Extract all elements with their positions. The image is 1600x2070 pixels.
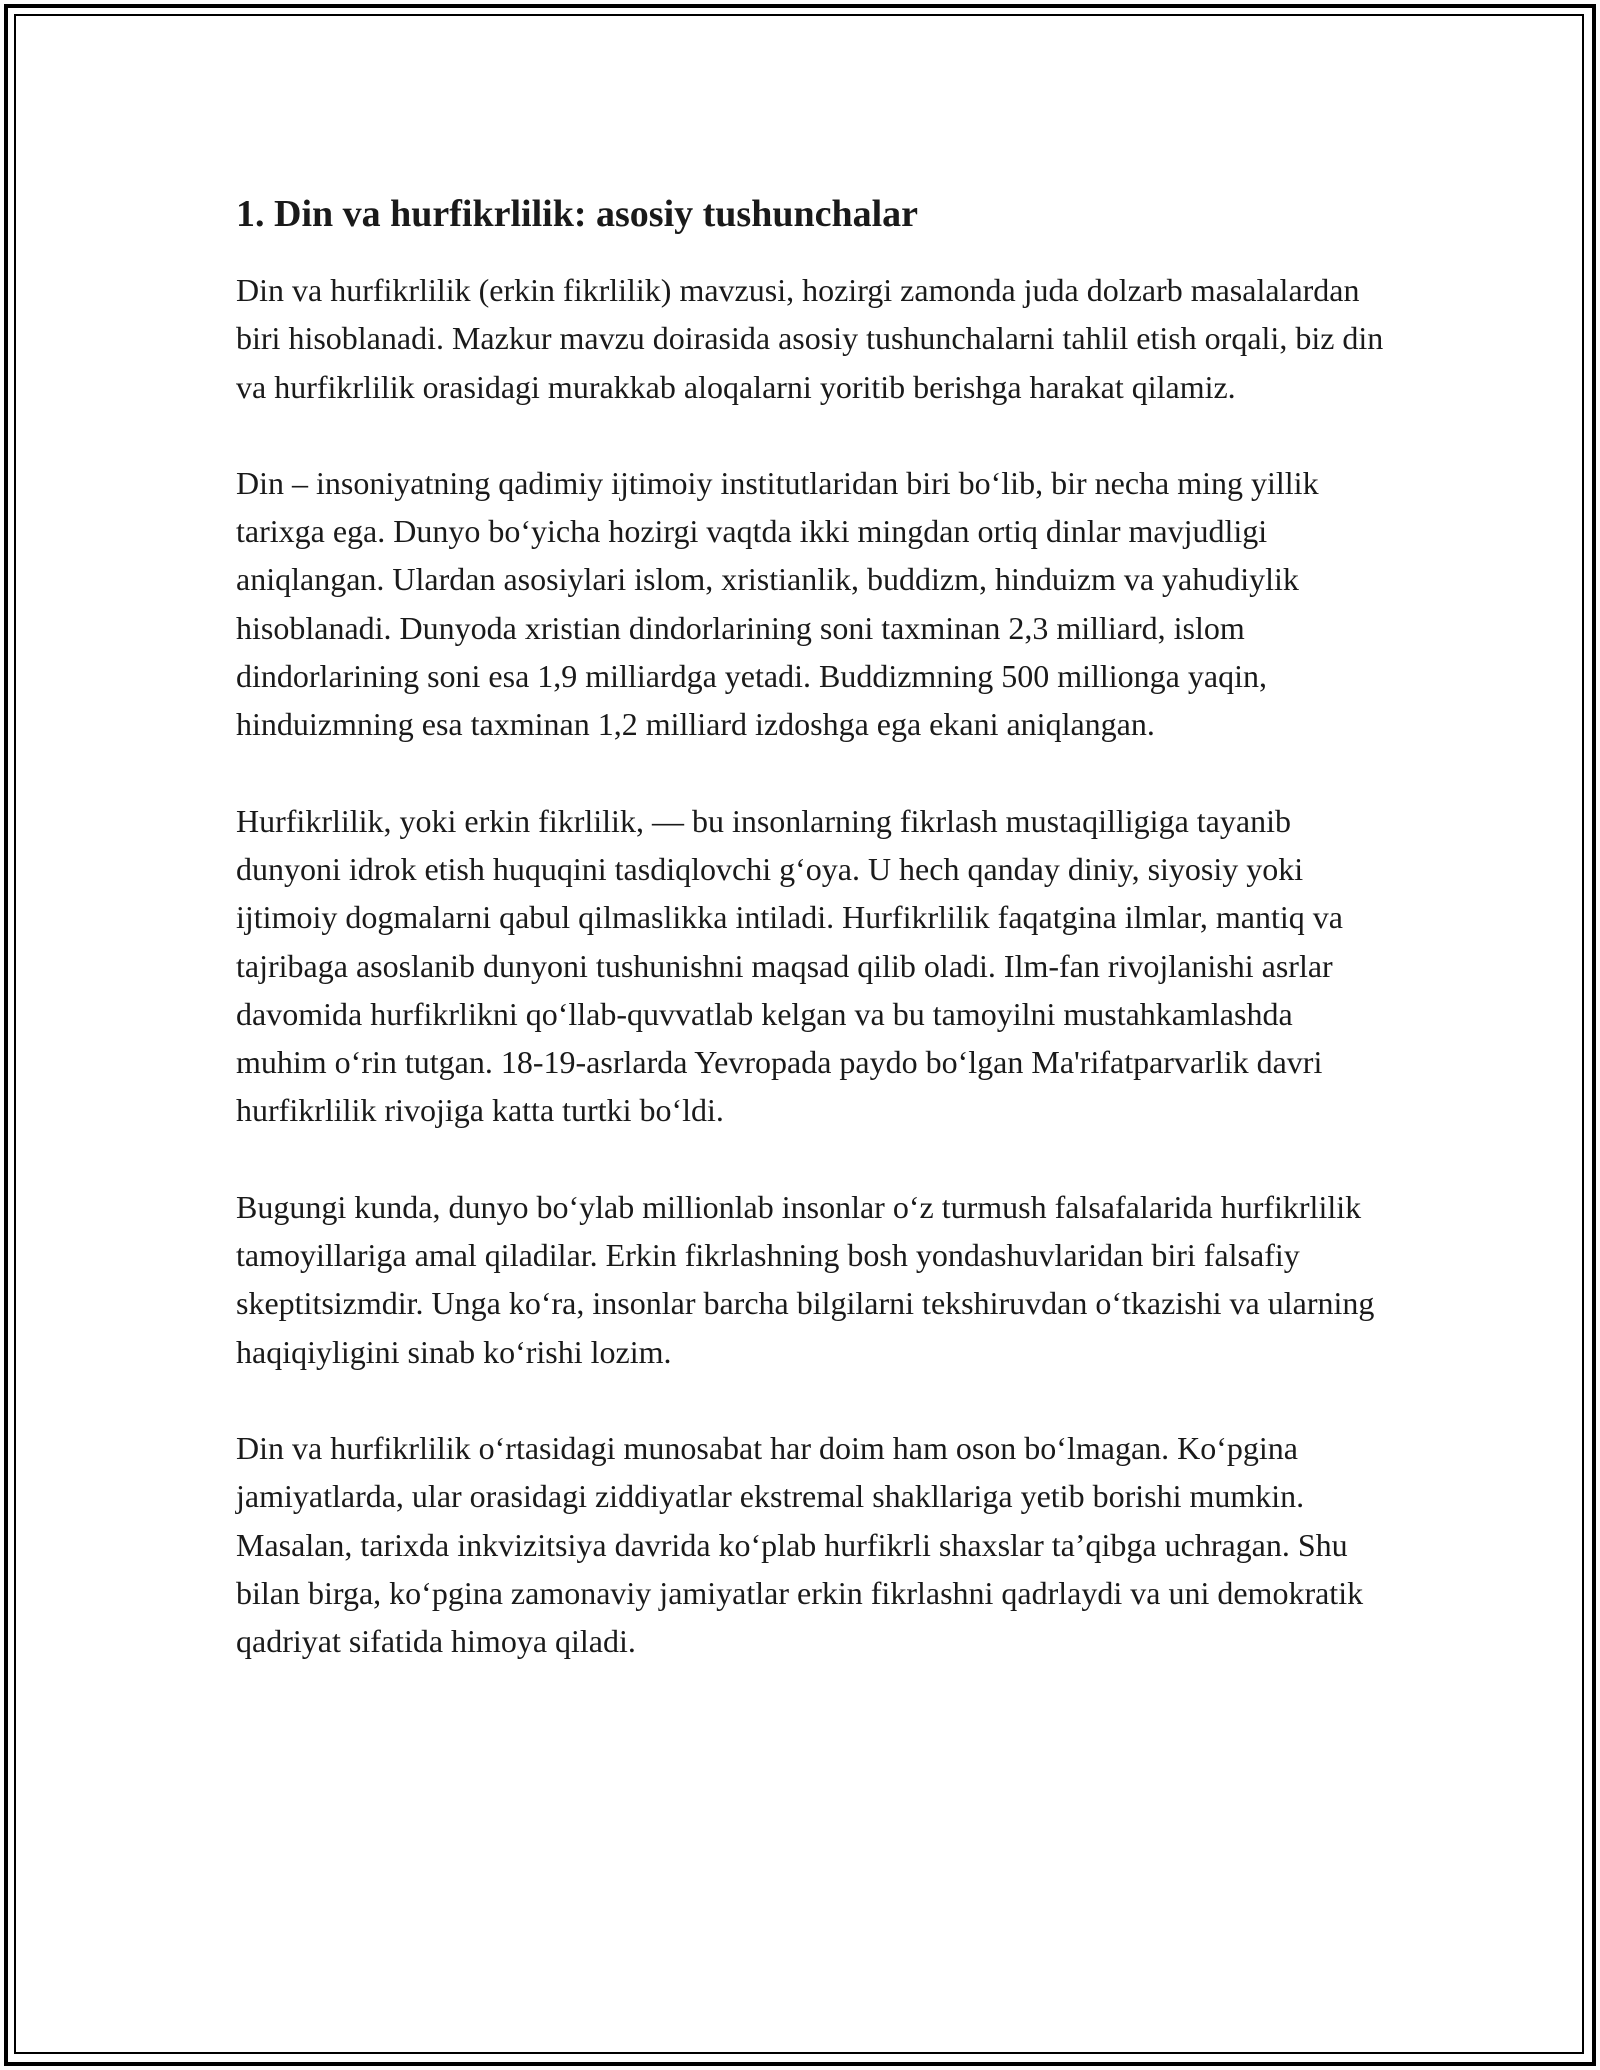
paragraph-introduction: Din va hurfikrlilik (erkin fikrlilik) mavzusi, hozirgi zamonda juda dolzarb masalalardan biri hisoblanadi. Mazkur mavzu doirasida asosiy tushunchalarni tahlil etish orqali, biz din va hurfikrlilik orasidagi murakkab aloqalarni yoritib berishga harakat qilamiz. [236, 272, 1384, 405]
paragraph-today: Bugungi kunda, dunyo boʻylab millionlab insonlar oʻz turmush falsafalarida hurfikrlilik tamoyillariga amal qiladilar. Erkin fikrlashning bosh yondashuvlaridan biri falsafiy skeptitsizmdir. Unga koʻra, insonlar barcha bilgilarni tekshiruvdan oʻtkazishi va ularning haqiqiyligini sinab koʻrishi lozim. [236, 1188, 1375, 1370]
paragraph-freethinking: Hurfikrlilik, yoki erkin fikrlilik, — bu insonlarning fikrlash mustaqilligiga tayanib dunyoni idrok etish huquqini tasdiqlovchi gʻoya. U hech qanday diniy, siyosiy yoki ijtimoiy dogmalarni qabul qilmaslikka intiladi. Hurfikrlilik faqatgina ilmlar, mantiq va tajribaga asoslanib dunyoni tushunishni maqsad qilib oladi. Ilm-fan rivojlanishi asrlar davomida hurfikrlikni qoʻllab-quvvatlab kelgan va bu tamoyilni mustahkamlashda muhim oʻrin tutgan. 18-19-asrlarda Yevropada paydo boʻlgan Ma'rifatparvarlik davri hurfikrlilik rivojiga katta turtki boʻldi. [236, 802, 1343, 1129]
paragraph-religion: Din – insoniyatning qadimiy ijtimoiy institutlaridan biri boʻlib, bir necha ming yillik tarixga ega. Dunyo boʻyicha hozirgi vaqtda ikki mingdan ortiq dinlar mavjudligi aniqlangan. Ulardan asosiylari islom, xristianlik, buddizm, hinduizm va yahudiylik hisoblanadi. Dunyoda xristian dindorlarining soni taxminan 2,3 milliard, islom dindorlarining soni esa 1,9 milliardga yetadi. Buddizmning 500 millionga yaqin, hinduizmning esa taxminan 1,2 milliard izdoshga ega ekani aniqlangan. [236, 464, 1319, 743]
section-heading: 1. Din va hurfikrlilik: asosiy tushunchalar [236, 193, 919, 235]
document-body [236, 188, 1386, 1665]
paragraph-relationship: Din va hurfikrlilik oʻrtasidagi munosabat har doim ham oson boʻlmagan. Koʻpgina jamiyatlarda, ular orasidagi ziddiyatlar ekstremal shakllariga yetib borishi mumkin. Masalan, tarixda inkvizitsiya davrida koʻplab hurfikrli shaxslar ta’qibga uchragan. Shu bilan birga, koʻpgina zamonaviy jamiyatlar erkin fikrlashni qadrlaydi va uni demokratik qadriyat sifatida himoya qiladi. [236, 1429, 1364, 1660]
